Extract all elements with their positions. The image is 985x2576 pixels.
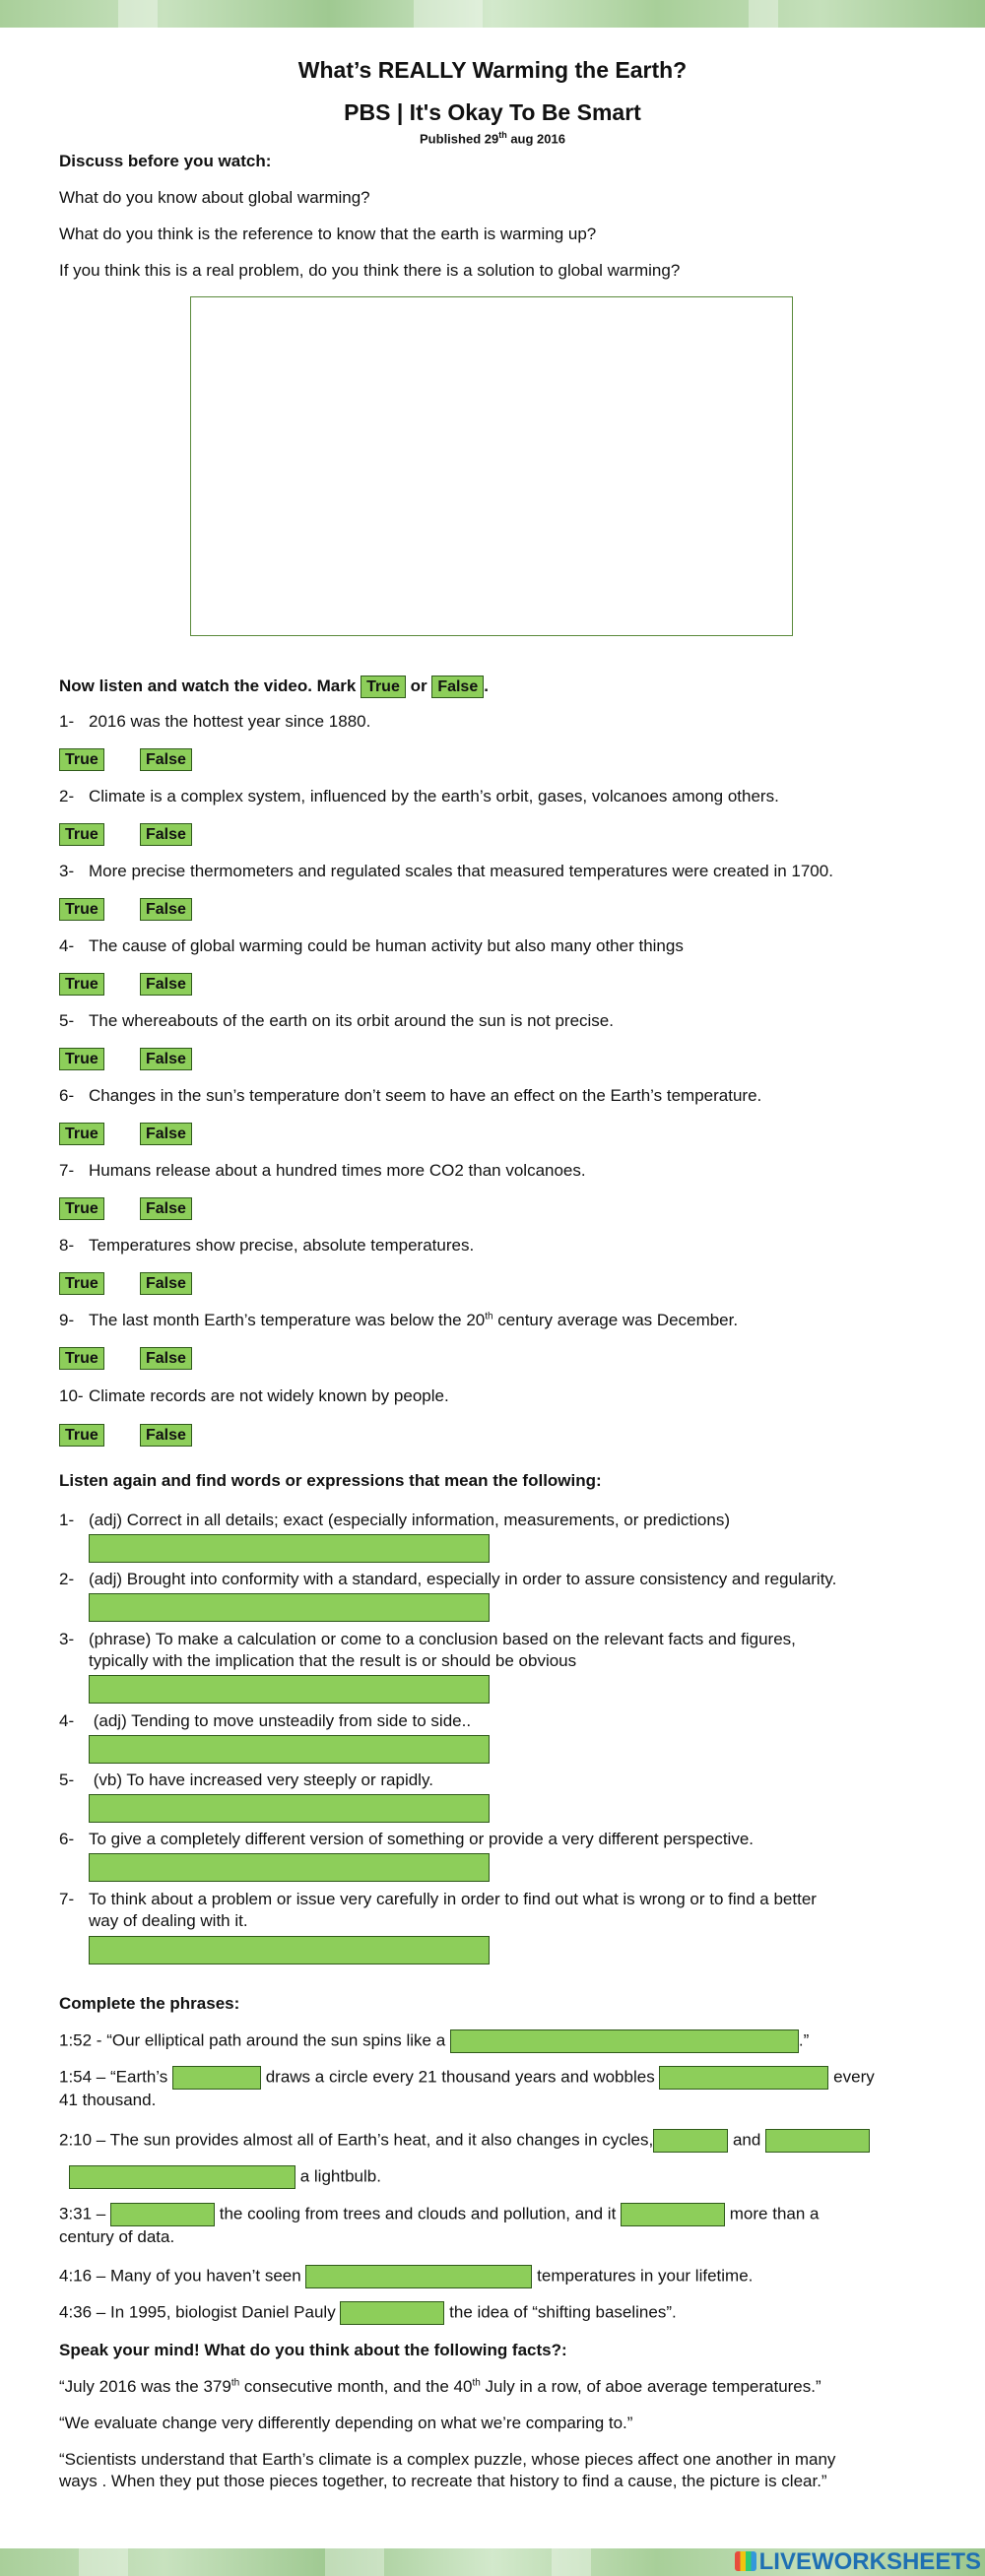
false-button[interactable]: False bbox=[140, 1347, 192, 1370]
phrase-4-blank-2[interactable] bbox=[621, 2203, 725, 2226]
true-button[interactable]: True bbox=[59, 1424, 104, 1447]
vocab-definition-6: 6- To give a completely different version of something or provide a very different perspective. bbox=[59, 1830, 755, 1848]
false-button[interactable]: False bbox=[140, 823, 192, 846]
true-button[interactable]: True bbox=[59, 1347, 104, 1370]
phrase-2-blank-2[interactable] bbox=[659, 2066, 828, 2090]
vocab-answer-2[interactable] bbox=[89, 1593, 490, 1622]
false-button[interactable]: False bbox=[140, 1197, 192, 1220]
phrase-6-blank[interactable] bbox=[340, 2301, 444, 2325]
vocab-answer-7[interactable] bbox=[89, 1936, 490, 1964]
tf-statement-6: 6- Changes in the sun’s temperature don’t seem to have an effect on the Earth’s temperature. bbox=[59, 1086, 762, 1105]
discussion-answer-box[interactable] bbox=[190, 296, 793, 636]
discuss-question-1: What do you know about global warming? bbox=[59, 188, 370, 207]
discuss-question-3: If you think this is a real problem, do you think there is a solution to global warming? bbox=[59, 261, 681, 280]
discuss-question-2: What do you think is the reference to know that the earth is warming up? bbox=[59, 225, 597, 243]
vocab-answer-1[interactable] bbox=[89, 1534, 490, 1563]
vocab-definition-7: 7- To think about a problem or issue very carefully in order to find out what is wrong or to find a better way of dealing with it. bbox=[59, 1890, 817, 1930]
phrase-4: 3:31 – the cooling from trees and clouds and pollution, and it more than a bbox=[59, 2203, 820, 2226]
speak-heading: Speak your mind! What do you think about the following facts?: bbox=[59, 2341, 567, 2359]
phrase-2-blank-1[interactable] bbox=[172, 2066, 261, 2090]
phrase-3-blank-3[interactable] bbox=[69, 2165, 296, 2189]
phrase-3: 2:10 – The sun provides almost all of Earth’s heat, and it also changes in cycles, and bbox=[59, 2129, 870, 2153]
true-button[interactable]: True bbox=[59, 748, 104, 771]
true-button[interactable]: True bbox=[59, 1272, 104, 1295]
true-button[interactable]: True bbox=[59, 898, 104, 921]
true-button[interactable]: True bbox=[59, 973, 104, 996]
phrase-5-blank[interactable] bbox=[305, 2265, 532, 2288]
false-button[interactable]: False bbox=[140, 973, 192, 996]
phrases-heading: Complete the phrases: bbox=[59, 1994, 240, 2013]
phrase-6: 4:36 – In 1995, biologist Daniel Pauly the idea of “shifting baselines”. bbox=[59, 2301, 677, 2325]
phrase-4-blank-1[interactable] bbox=[110, 2203, 215, 2226]
tf-statement-5: 5- The whereabouts of the earth on its orbit around the sun is not precise. bbox=[59, 1011, 614, 1030]
page-title: What’s REALLY Warming the Earth? bbox=[297, 57, 688, 83]
tf-heading: Now listen and watch the video. Mark True or False . bbox=[59, 676, 489, 698]
phrase-3-blank-1[interactable] bbox=[653, 2129, 728, 2153]
tf-statement-7: 7- Humans release about a hundred times more CO2 than volcanoes. bbox=[59, 1161, 586, 1180]
phrase-3-cont: a lightbulb. bbox=[69, 2165, 381, 2189]
tf-statement-9: 9- The last month Earth’s temperature was below the 20th century average was December. bbox=[59, 1311, 739, 1329]
true-button[interactable]: True bbox=[59, 1123, 104, 1145]
vocab-definition-3: 3- (phrase) To make a calculation or come to a conclusion based on the relevant facts and figures, typically with the implication that the result is or should be obvious bbox=[59, 1630, 796, 1670]
phrase-2: 1:54 – “Earth’s draws a circle every 21 thousand years and wobbles every bbox=[59, 2066, 875, 2090]
phrase-5: 4:16 – Many of you haven’t seen temperatures in your lifetime. bbox=[59, 2265, 753, 2288]
true-label: True bbox=[361, 676, 406, 698]
phrase-1: 1:52 - “Our elliptical path around the sun spins like a .” bbox=[59, 2029, 809, 2053]
published-date: Published 29th aug 2016 bbox=[420, 130, 565, 147]
vocab-definition-1: 1- (adj) Correct in all details; exact (especially information, measurements, or predictions) bbox=[59, 1511, 730, 1529]
speak-fact-3: “Scientists understand that Earth’s climate is a complex puzzle, whose pieces affect one another in many ways . When they put those pieces together, to recreate that history to find a cause, the picture is clear.” bbox=[59, 2450, 836, 2490]
page-subtitle: PBS | It's Okay To Be Smart bbox=[344, 99, 641, 125]
false-button[interactable]: False bbox=[140, 1123, 192, 1145]
vocab-answer-6[interactable] bbox=[89, 1853, 490, 1882]
vocab-definition-5: 5- (vb) To have increased very steeply or rapidly. bbox=[59, 1771, 433, 1789]
tf-statement-3: 3- More precise thermometers and regulated scales that measured temperatures were created in 1700. bbox=[59, 862, 833, 880]
tf-statement-8: 8- Temperatures show precise, absolute temperatures. bbox=[59, 1236, 475, 1255]
logo-icon bbox=[735, 2551, 756, 2571]
false-button[interactable]: False bbox=[140, 1424, 192, 1447]
vocab-answer-4[interactable] bbox=[89, 1735, 490, 1764]
vocab-heading: Listen again and find words or expressions that mean the following: bbox=[59, 1471, 602, 1490]
tf-statement-2: 2- Climate is a complex system, influenced by the earth’s orbit, gases, volcanoes among others. bbox=[59, 787, 779, 805]
false-button[interactable]: False bbox=[140, 898, 192, 921]
true-button[interactable]: True bbox=[59, 1197, 104, 1220]
speak-fact-2: “We evaluate change very differently depending on what we’re comparing to.” bbox=[59, 2414, 633, 2432]
tf-statement-10: 10- Climate records are not widely known by people. bbox=[59, 1386, 449, 1405]
liveworksheets-logo: LIVEWORKSHEETS bbox=[735, 2548, 981, 2576]
true-button[interactable]: True bbox=[59, 823, 104, 846]
true-button[interactable]: True bbox=[59, 1048, 104, 1070]
false-label: False bbox=[431, 676, 484, 698]
tf-statement-4: 4- The cause of global warming could be human activity but also many other things bbox=[59, 936, 684, 955]
phrase-1-blank[interactable] bbox=[450, 2029, 799, 2053]
phrase-3-blank-2[interactable] bbox=[765, 2129, 870, 2153]
top-banner bbox=[0, 0, 985, 28]
vocab-answer-5[interactable] bbox=[89, 1794, 490, 1823]
tf-statement-1: 1- 2016 was the hottest year since 1880. bbox=[59, 712, 371, 731]
phrase-2-cont: 41 thousand. bbox=[59, 2091, 157, 2109]
vocab-definition-4: 4- (adj) Tending to move unsteadily from side to side.. bbox=[59, 1711, 472, 1730]
discuss-heading: Discuss before you watch: bbox=[59, 152, 272, 170]
phrase-4-cont: century of data. bbox=[59, 2227, 175, 2246]
speak-fact-1: “July 2016 was the 379th consecutive month, and the 40th July in a row, of aboe average temperatures.” bbox=[59, 2377, 821, 2396]
false-button[interactable]: False bbox=[140, 1048, 192, 1070]
vocab-answer-3[interactable] bbox=[89, 1675, 490, 1704]
false-button[interactable]: False bbox=[140, 1272, 192, 1295]
vocab-definition-2: 2- (adj) Brought into conformity with a standard, especially in order to assure consistency and regularity. bbox=[59, 1570, 837, 1588]
false-button[interactable]: False bbox=[140, 748, 192, 771]
